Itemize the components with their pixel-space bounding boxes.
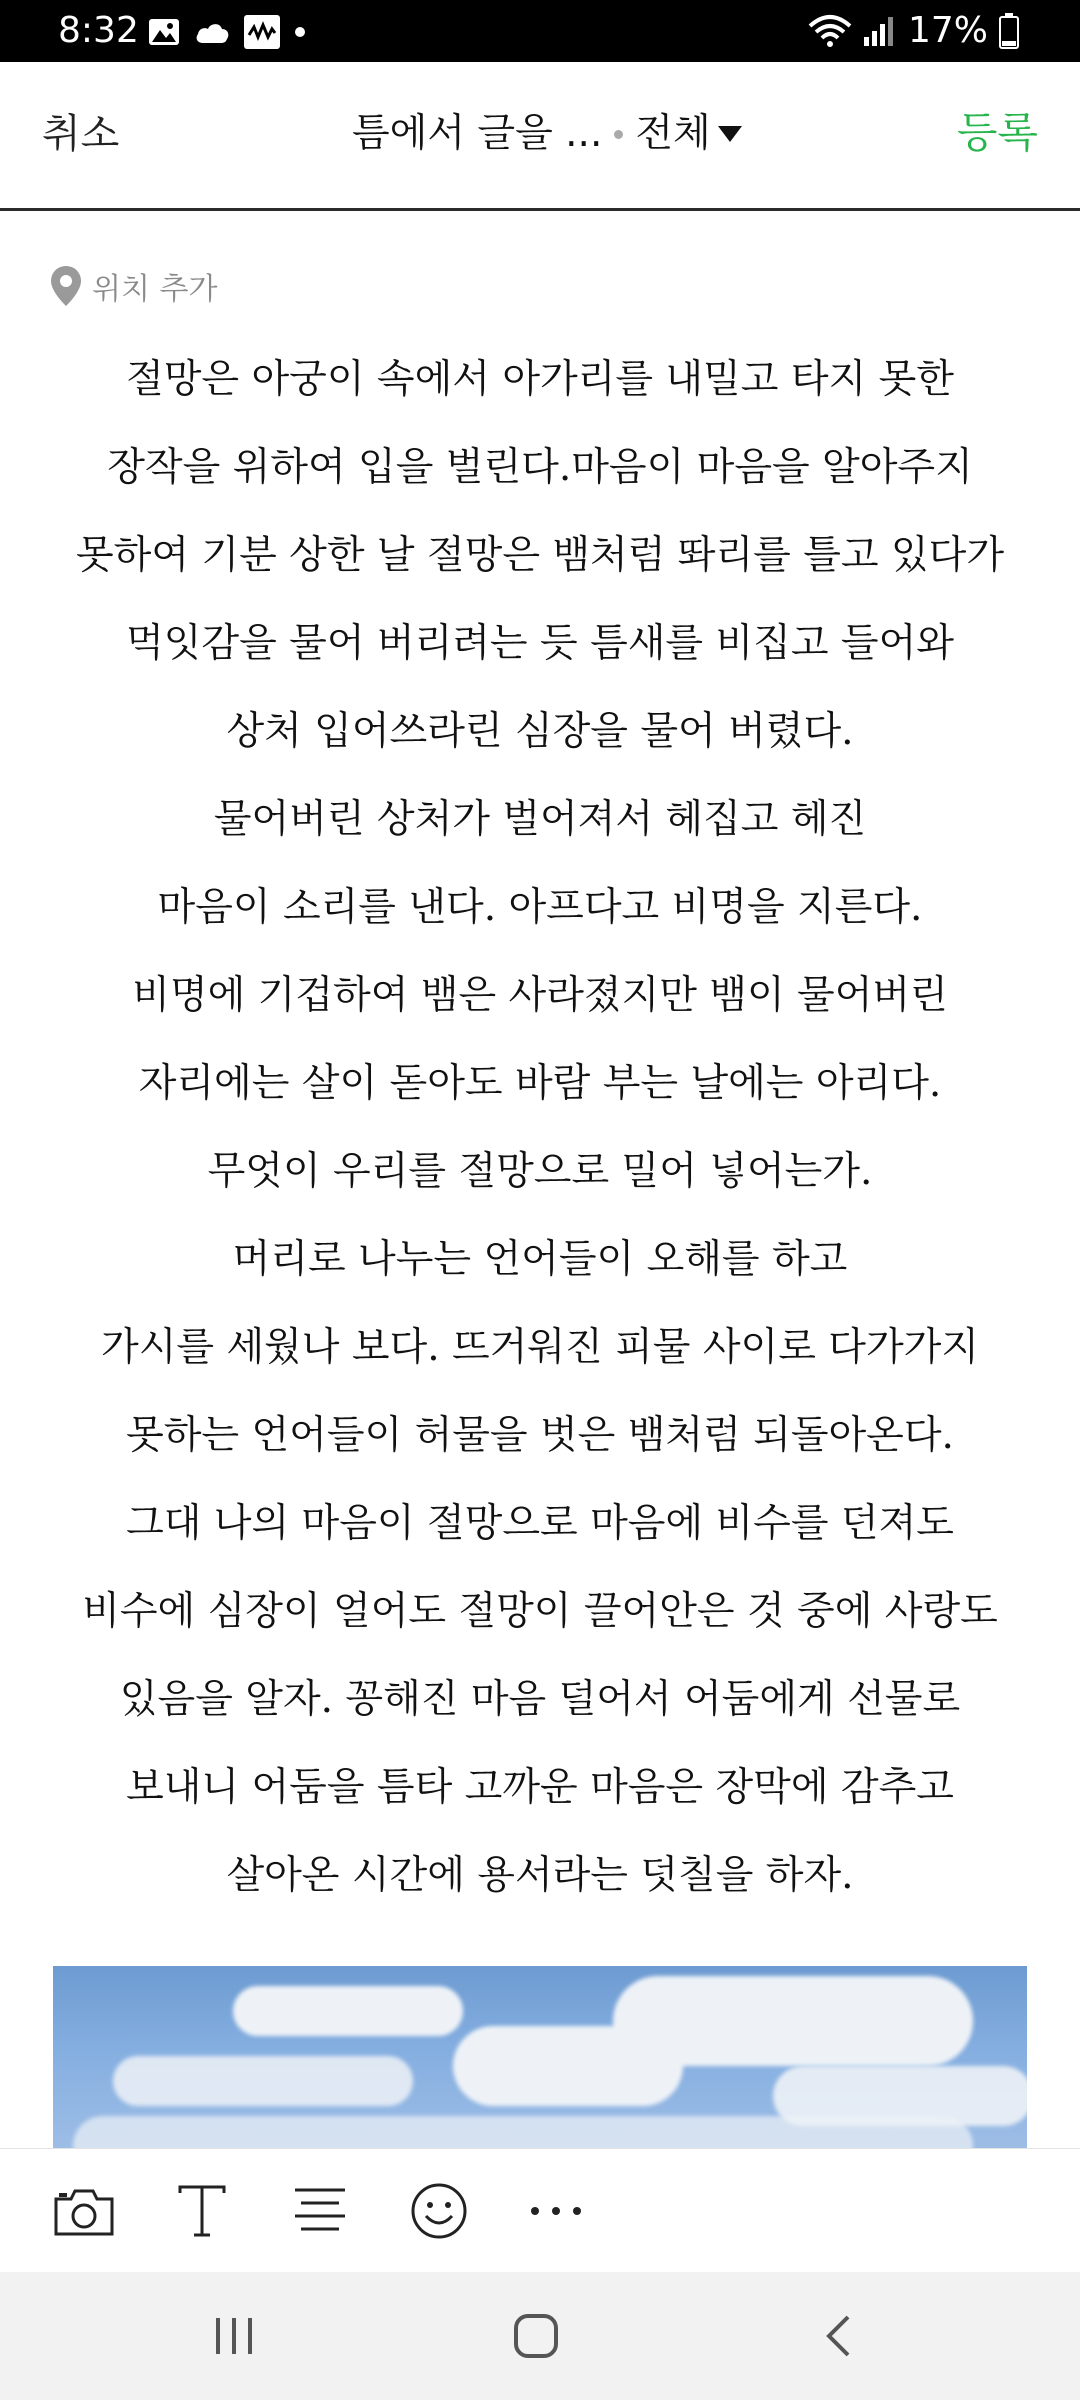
caret-down-icon bbox=[717, 124, 743, 144]
compose-header bbox=[0, 62, 1080, 211]
status-icons-right bbox=[808, 10, 1020, 52]
location-pin-icon bbox=[50, 265, 82, 307]
body-line: 그대 나의 마음이 절망으로 마음에 비수를 던져도 bbox=[126, 1501, 954, 1546]
align-icon bbox=[293, 2186, 347, 2236]
camera-icon bbox=[53, 2185, 115, 2237]
body-line: 절망은 아궁이 속에서 아가리를 내밀고 타지 못한 bbox=[126, 357, 954, 402]
recents-icon bbox=[212, 2316, 256, 2356]
emoji-icon bbox=[410, 2182, 468, 2240]
body-line: 머리로 나누는 언어들이 오해를 하고 bbox=[232, 1237, 848, 1282]
wifi-icon bbox=[808, 14, 852, 48]
body-line: 장작을 위하여 입을 벌린다.마음이 마음을 알아주지 bbox=[107, 445, 973, 490]
emoji-button[interactable] bbox=[405, 2177, 473, 2245]
header-title-group bbox=[352, 110, 743, 158]
body-line: 가시를 세웠나 보다. 뜨거워진 피물 사이로 다가가지 bbox=[101, 1325, 979, 1370]
status-time: 8:32 bbox=[58, 10, 139, 51]
cloud-shape bbox=[113, 2056, 413, 2106]
post-title: 틈에서 글을 ... bbox=[352, 111, 603, 156]
battery-percent: 17% bbox=[907, 10, 988, 51]
cloud-shape bbox=[613, 1976, 973, 2066]
cloud-shape bbox=[233, 1986, 463, 2036]
back-icon bbox=[824, 2314, 852, 2358]
editor-toolbar bbox=[0, 2148, 1080, 2273]
body-line: 상처 입어쓰라린 심장을 물어 버렸다. bbox=[226, 709, 854, 754]
body-line: 살아온 시간에 용서라는 덧칠을 하자. bbox=[226, 1853, 854, 1898]
body-line: 못하여 기분 상한 날 절망은 뱀처럼 똬리를 틀고 있다가 bbox=[75, 533, 1004, 578]
register-button[interactable]: 등록 bbox=[956, 108, 1038, 157]
status-icons-left bbox=[148, 14, 306, 50]
home-icon bbox=[513, 2313, 559, 2359]
app-notification-icon bbox=[244, 15, 280, 49]
add-location-button[interactable] bbox=[50, 264, 217, 308]
text-icon bbox=[176, 2183, 228, 2239]
more-button[interactable] bbox=[522, 2177, 590, 2245]
body-line: 못하는 언어들이 허물을 벗은 뱀처럼 되돌아온다. bbox=[126, 1413, 954, 1458]
cancel-button[interactable]: 취소 bbox=[42, 111, 120, 157]
body-line: 있음을 알자. 꽁해진 마음 덜어서 어둠에게 선물로 bbox=[119, 1677, 961, 1722]
body-line: 비명에 기겁하여 뱀은 사라졌지만 뱀이 물어버린 bbox=[132, 973, 948, 1018]
status-bar bbox=[0, 0, 1080, 62]
body-line: 마음이 소리를 낸다. 아프다고 비명을 지른다. bbox=[157, 885, 923, 930]
dot-icon bbox=[294, 26, 306, 38]
body-line: 자리에는 살이 돋아도 바람 부는 날에는 아리다. bbox=[138, 1061, 942, 1106]
body-line: 보내니 어둠을 틈타 고까운 마음은 장막에 감추고 bbox=[126, 1765, 954, 1810]
gallery-icon bbox=[148, 18, 180, 46]
back-button[interactable] bbox=[806, 2304, 870, 2368]
recents-button[interactable] bbox=[202, 2304, 266, 2368]
scope-select[interactable] bbox=[635, 110, 742, 158]
home-button[interactable] bbox=[504, 2304, 568, 2368]
align-button[interactable] bbox=[286, 2177, 354, 2245]
body-line: 무엇이 우리를 절망으로 밀어 넣어는가. bbox=[207, 1149, 873, 1194]
system-nav-bar bbox=[0, 2272, 1080, 2400]
post-body[interactable] bbox=[40, 336, 1040, 1920]
body-line: 비수에 심장이 얼어도 절망이 끌어안은 것 중에 사랑도 bbox=[82, 1589, 998, 1634]
text-style-button[interactable] bbox=[168, 2177, 236, 2245]
attached-photo[interactable] bbox=[53, 1966, 1027, 2148]
scope-label: 전체 bbox=[635, 111, 711, 156]
more-icon bbox=[529, 2205, 583, 2217]
battery-icon bbox=[998, 13, 1020, 49]
body-line: 물어버린 상처가 벌어져서 헤집고 헤진 bbox=[213, 797, 867, 842]
cloud-shape bbox=[73, 2116, 973, 2148]
cloud-icon bbox=[194, 19, 230, 45]
camera-button[interactable] bbox=[50, 2177, 118, 2245]
title-separator bbox=[614, 130, 623, 139]
body-line: 먹잇감을 물어 버리려는 듯 틈새를 비집고 들어와 bbox=[126, 621, 954, 666]
signal-icon bbox=[862, 15, 898, 47]
location-label: 위치 추가 bbox=[92, 272, 218, 307]
